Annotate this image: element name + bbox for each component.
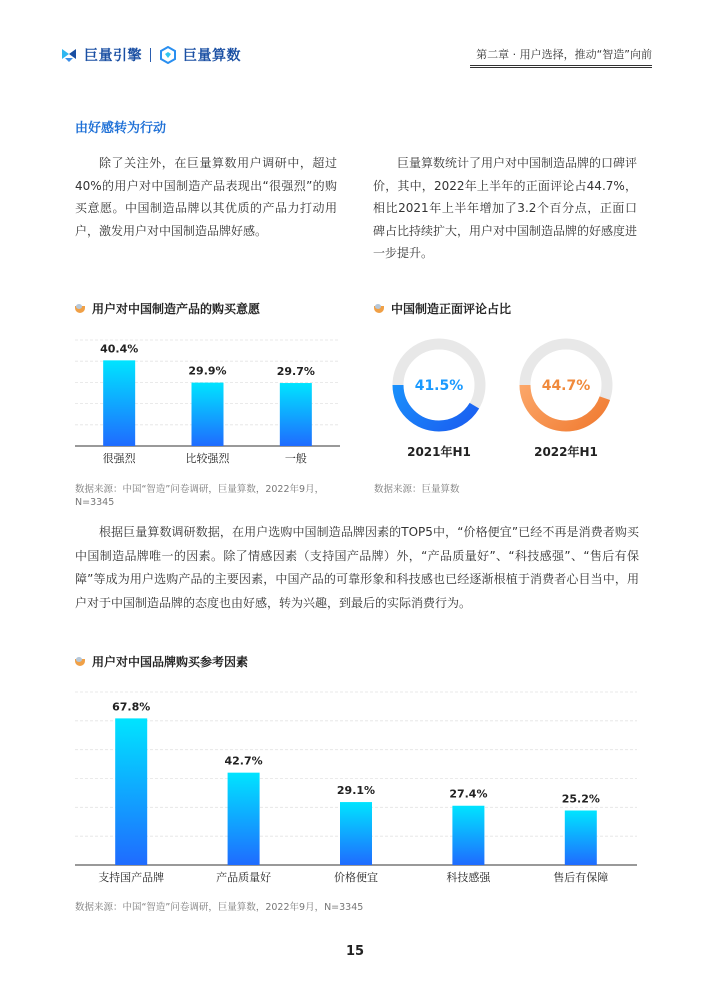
bar: [565, 811, 597, 865]
bar-value-label: 40.4%: [100, 342, 139, 356]
chart3-title-text: 用户对中国品牌购买参考因素: [92, 655, 249, 669]
bar: [340, 802, 372, 865]
chart1-source: 数据来源：中国“智造”问卷调研，巨量算数，2022年9月，N=3345: [75, 484, 325, 508]
logo-text-suanshu: 巨量算数: [183, 48, 241, 64]
bar-value-label: 27.4%: [449, 787, 488, 801]
positive-review-donut-charts: [374, 325, 654, 470]
donut-value-label: 44.7%: [541, 378, 591, 394]
bar-value-label: 25.2%: [561, 792, 600, 806]
category-label: 支持国产品牌: [98, 871, 165, 884]
page-header: [60, 40, 652, 70]
bar-value-label: 29.9%: [188, 364, 227, 378]
chart1-title: [75, 300, 260, 317]
paragraph-purchase-intent: 除了关注外，在巨量算数用户调研中，超过40%的用户对中国制造产品表现出“很强烈”的购买意愿。中国制造品牌以其优质的产品力打动用户，激发用户对中国制造品牌好感。: [75, 156, 337, 238]
logo-divider: [150, 48, 151, 62]
chart2-source: 数据来源：巨量算数: [374, 484, 460, 495]
chart3-title: [75, 653, 248, 670]
chart1-title-text: 用户对中国制造产品的购买意愿: [92, 302, 261, 316]
ocean-engine-logo-icon: [60, 46, 78, 64]
bar: [103, 360, 135, 446]
donut-value-label: 41.5%: [414, 378, 464, 394]
logo-group: [60, 44, 241, 66]
paragraph-positive-reviews: 巨量算数统计了用户对中国制造品牌的口碑评价，其中，2022年上半年的正面评论占44.7%，相比2021年上半年增加了3.2个百分点，正面口碑占比持续扩大，用户对中国制造品牌的好感度进一步提升。: [373, 156, 638, 260]
bar: [192, 383, 224, 446]
chart3-source: 数据来源：中国“智造”问卷调研，巨量算数，2022年9月，N=3345: [75, 902, 364, 913]
donut-category-label: 2022年H1: [534, 445, 598, 459]
category-label: 价格便宜: [334, 871, 378, 884]
section-title: 由好感转为行动: [75, 121, 167, 136]
donut-category-label: 2021年H1: [407, 445, 471, 459]
logo-text-engine: 巨量引擎: [84, 48, 142, 64]
bar-value-label: 29.7%: [276, 365, 315, 379]
bar-value-label: 67.8%: [112, 700, 151, 714]
suanshu-logo-icon: [159, 46, 177, 64]
bar-value-label: 42.7%: [224, 754, 263, 768]
chart-bullet-icon: [75, 657, 85, 667]
category-label: 一般: [284, 452, 307, 465]
bar: [280, 383, 312, 446]
category-label: 售后有保障: [553, 871, 609, 884]
chapter-title: 第二章 · 用户选择，推动“智造”向前: [476, 48, 652, 61]
purchase-intent-bar-chart: [75, 330, 340, 470]
chart-bullet-icon: [75, 304, 85, 314]
category-label: 产品质量好: [216, 871, 272, 884]
bar: [115, 718, 147, 865]
category-label: 比较强烈: [185, 452, 230, 465]
category-label: 科技感强: [446, 871, 491, 884]
category-label: 很强烈: [102, 452, 136, 465]
bar: [452, 806, 484, 865]
header-rule: [470, 65, 652, 68]
bar-value-label: 29.1%: [336, 784, 376, 798]
chart2-title-text: 中国制造正面评论占比: [391, 302, 512, 316]
chart-bullet-icon: [374, 304, 384, 314]
page-number: 15: [345, 944, 365, 959]
paragraph-purchase-factors: 根据巨量算数调研数据，在用户选购中国制造品牌因素的TOP5中，“价格便宜”已经不再是消费者购买中国制造品牌唯一的因素。除了情感因素（支持国产品牌）外，“产品质量好”、“科技感强”、“售后有保障”等成为用户选购产品的主要因素，中国产品的可靠形象和科技感也已经逐渐根植于消费者心目当中，用户对于中国制造品牌的态度也由好感，转为兴趣，到最后的实际消费行为。: [75, 525, 639, 610]
bar: [228, 773, 260, 865]
chart2-title: [374, 300, 511, 317]
purchase-factors-bar-chart: [75, 684, 637, 889]
